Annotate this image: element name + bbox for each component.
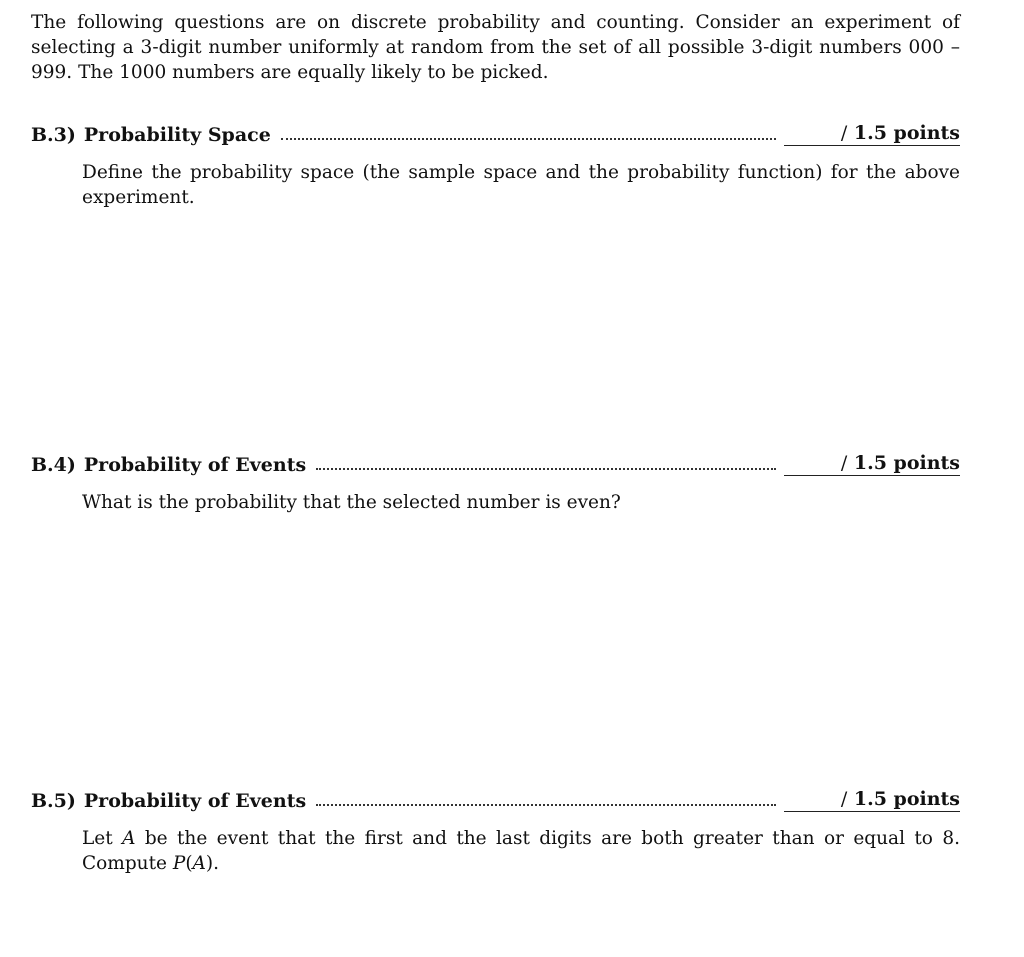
prompt-text: Let (82, 828, 123, 849)
problem-number: B.5) (31, 790, 76, 812)
points-slash: / (840, 122, 848, 144)
problem-prompt: What is the probability that the selected number is even? (82, 492, 621, 513)
problem-prompt (82, 826, 960, 876)
points-slash: / (840, 452, 848, 474)
intro-paragraph: The following questions are on discrete probability and counting. Consider an experiment of selecting a 3-digit number uniformly at random from the set of all possible 3-digit numbers 000 – 999. The 1000 numbers are equally likely to be picked. (31, 12, 960, 83)
math-function: P (172, 853, 186, 874)
points-field[interactable] (784, 122, 960, 146)
points-slash: / (840, 788, 848, 810)
problem-number: B.4) (31, 454, 76, 476)
prompt-text: be the event that the first and the last digits are both greater than or equal to 8. Compute (82, 828, 960, 874)
exam-page (31, 10, 960, 874)
problem-header (31, 782, 960, 812)
points-label: 1.5 points (853, 122, 960, 144)
problem-header (31, 446, 960, 476)
math-variable: A (192, 853, 206, 874)
problem-b5 (31, 782, 960, 876)
problem-title: Probability of Events (83, 790, 307, 812)
math-paren: ). (205, 853, 220, 874)
problem-prompt: Define the probability space (the sample space and the probability function) for the above experiment. (82, 162, 960, 208)
math-paren: ( (185, 853, 193, 874)
problem-b4 (31, 446, 960, 515)
dotted-leader (316, 804, 776, 806)
points-label: 1.5 points (853, 452, 960, 474)
dotted-leader (281, 138, 776, 140)
points-field[interactable] (784, 452, 960, 476)
problem-number: B.3) (31, 124, 76, 146)
points-field[interactable] (784, 788, 960, 812)
dotted-leader (316, 468, 776, 470)
points-label: 1.5 points (853, 788, 960, 810)
problem-title: Probability of Events (83, 454, 307, 476)
problem-title: Probability Space (83, 124, 271, 146)
math-variable: A (122, 828, 136, 849)
problem-b3 (31, 116, 960, 210)
problem-header (31, 116, 960, 146)
